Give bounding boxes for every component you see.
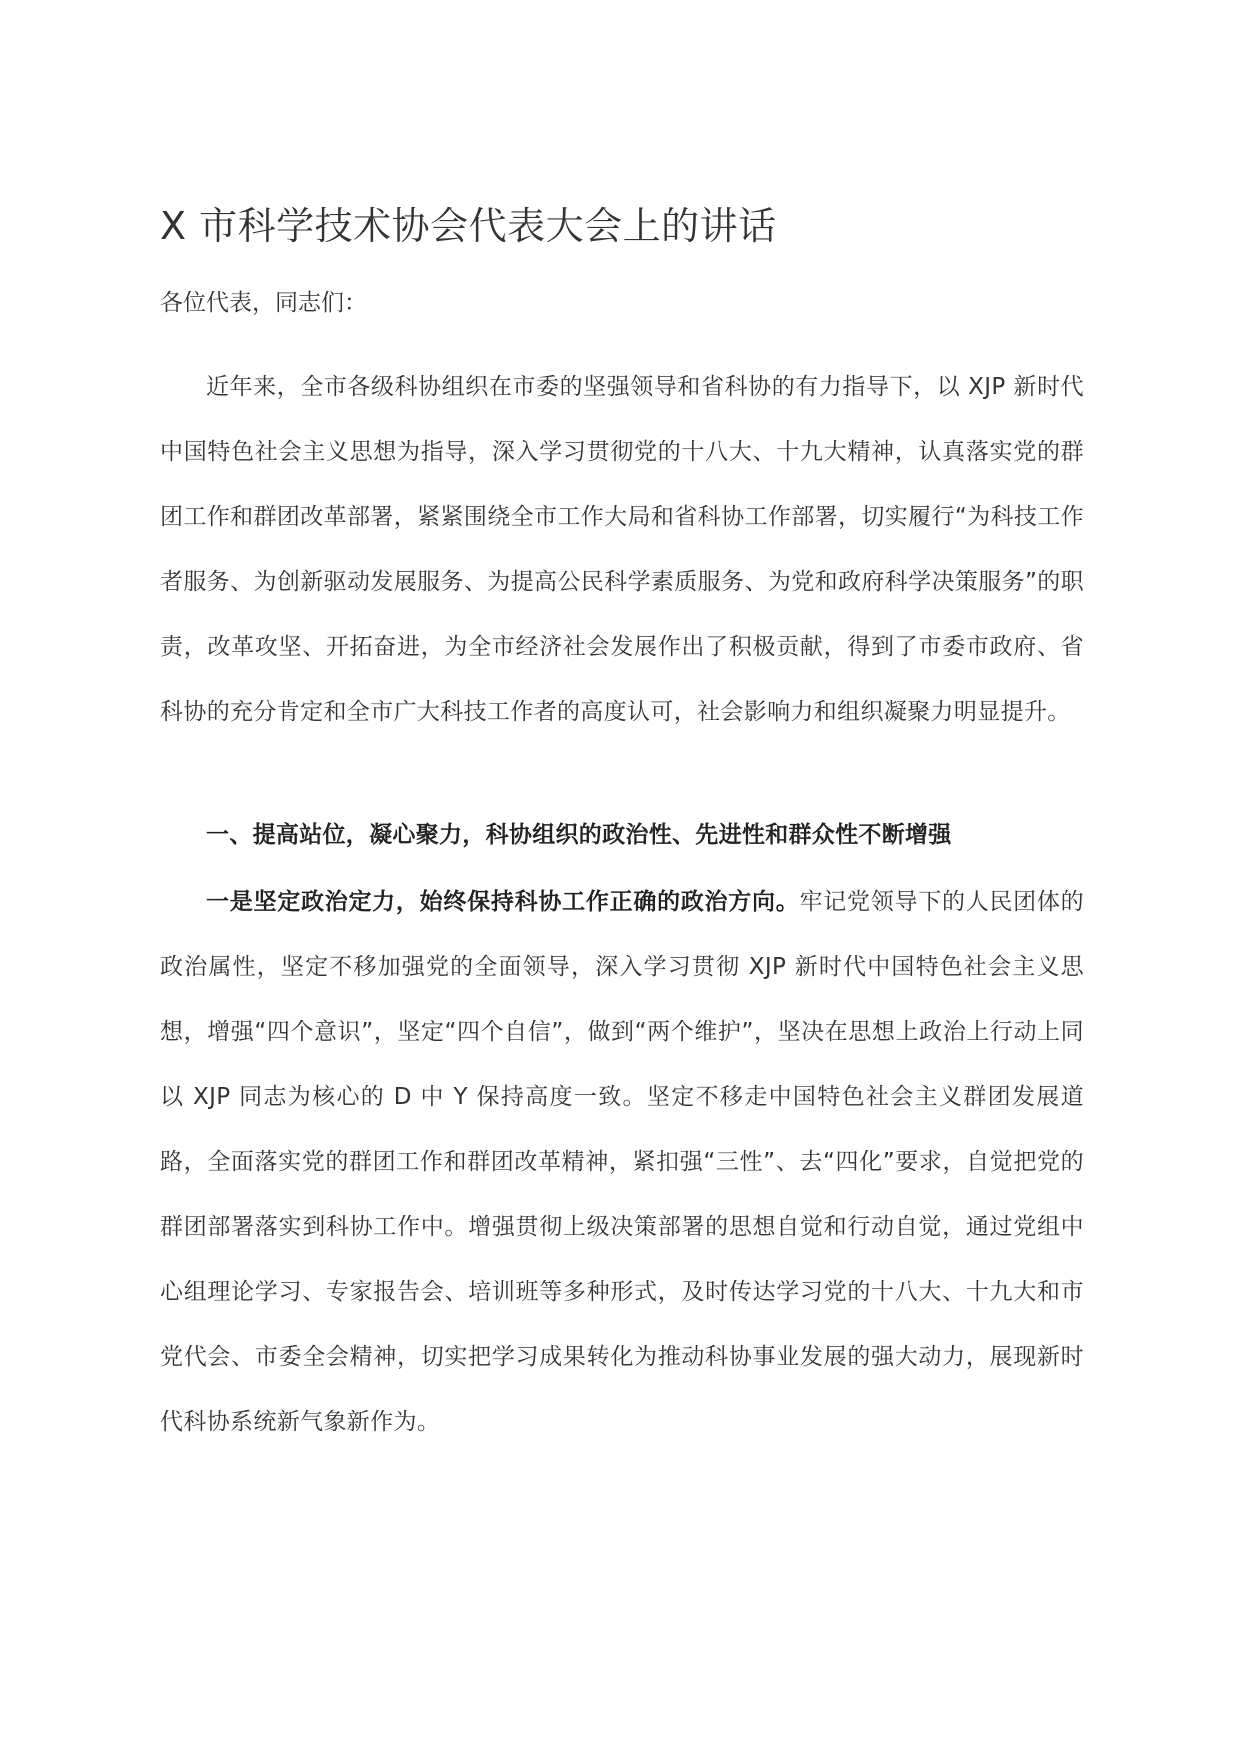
salutation: 各位代表，同志们： [160,290,367,316]
paragraph-lead-sentence: 一是坚定政治定力，始终保持科协工作正确的政治方向。 [206,889,800,915]
section-heading: 一、提高站位，凝心聚力，科协组织的政治性、先进性和群众性不断增强 [206,822,952,848]
paragraph-body-text: 牢记党领导下的人民团体的政治属性，坚定不移加强党的全面领导，深入学习贯彻 XJP 新时代中国特色社会主义思想，增强“四个意识”，坚定“四个自信”，做到“两个维护”，坚决在思想上政治上行动上同以 XJP 同志为核心的 D 中 Y 保持高度一致。坚定不移走中国特色社会主义群团发展道路，全面落实党的群团工作和群团改革精神，紧扣强“三性”、去“四化”要求，自觉把党的群团部署落实到科协工作中。增强贯彻上级决策部署的思想自觉和行动自觉，通过党组中心组理论学习、专家报告会、培训班等多种形式，及时传达学习党的十八大、十九大和市党代会、市委全会精神，切实把学习成果转化为推动科协事业发展的强大动力，展现新时代科协系统新气象新作为。 [160,889,1085,1435]
paragraph-political-direction [160,870,1084,1455]
document-title: X 市科学技术协会代表大会上的讲话 [160,204,777,248]
paragraph-intro: 近年来，全市各级科协组织在市委的坚强领导和省科协的有力指导下，以 XJP 新时代中国特色社会主义思想为指导，深入学习贯彻党的十八大、十九大精神，认真落实党的群团工作和群团改革部署，紧紧围绕全市工作大局和省科协工作部署，切实履行“为科技工作者服务、为创新驱动发展服务、为提高公民科学素质服务、为党和政府科学决策服务”的职责，改革攻坚、开拓奋进，为全市经济社会发展作出了积极贡献，得到了市委市政府、省科协的充分肯定和全市广大科技工作者的高度认可，社会影响力和组织凝聚力明显提升。 [160,374,1084,725]
